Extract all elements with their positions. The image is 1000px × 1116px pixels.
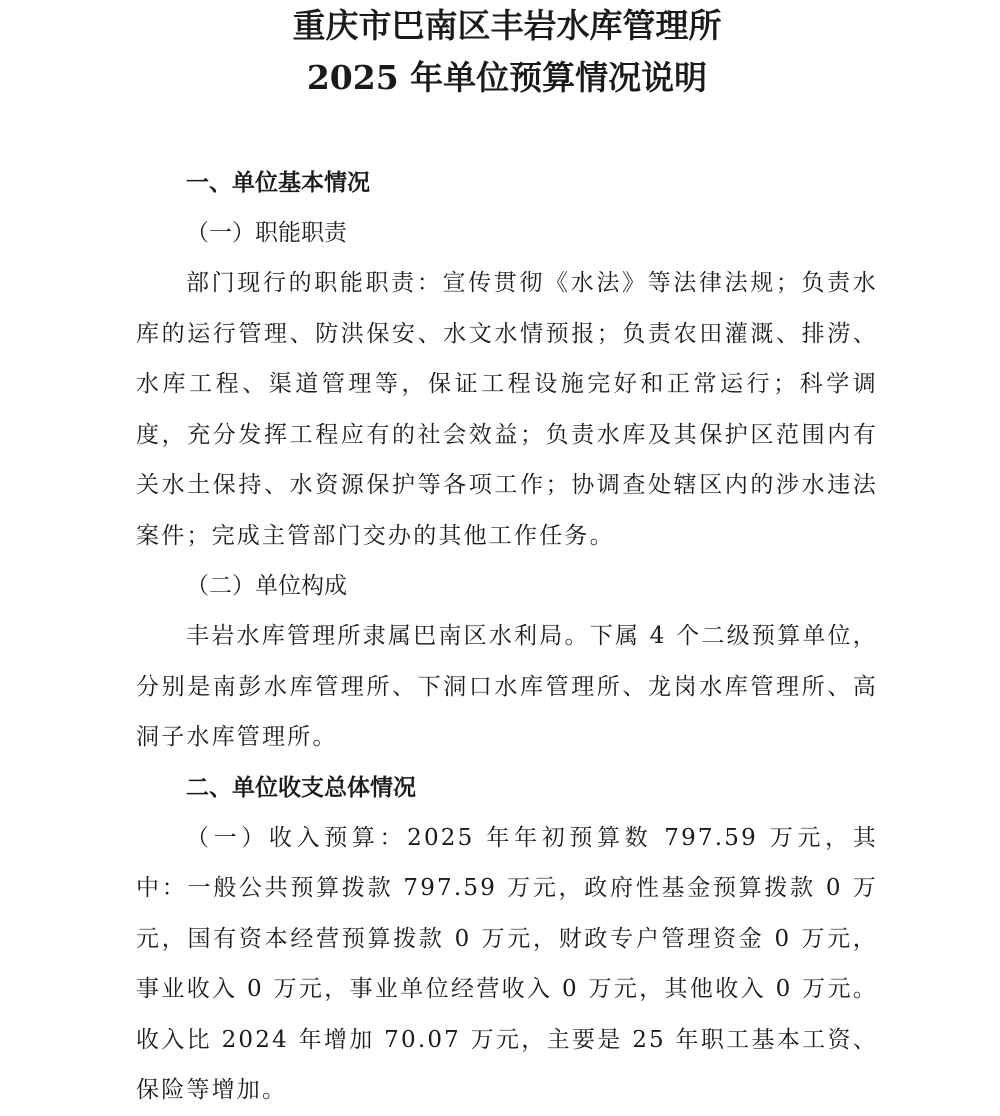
- title-line-2: 2025 年单位预算情况说明: [306, 58, 708, 97]
- title-line-1: 重庆市巴南区丰岩水库管理所: [292, 6, 722, 45]
- section-1-1-heading: （一）职能职责: [186, 220, 347, 246]
- title-spacer: [136, 104, 878, 158]
- section-1-2-body: 丰岩水库管理所隶属巴南区水利局。下属 4 个二级预算单位，分别是南彭水库管理所、下洞口水库管理所、龙岗水库管理所、高洞子水库管理所。: [136, 623, 878, 750]
- section-2-heading: 二、单位收支总体情况: [186, 773, 416, 801]
- section-1-1-body: 部门现行的职能职责：宣传贯彻《水法》等法律法规；负责水库的运行管理、防洪保安、水文水情预报；负责农田灌溉、排涝、水库工程、渠道管理等，保证工程设施完好和正常运行；科学调度，充分发挥工程应有的社会效益；负责水库及其保护区范围内有关水土保持、水资源保护等各项工作；协调查处辖区内的涉水违法案件；完成主管部门交办的其他工作任务。: [136, 270, 878, 549]
- section-1-2-heading: （二）单位构成: [186, 573, 347, 599]
- section-2-1-body: （一）收入预算：2025 年年初预算数 797.59 万元，其中：一般公共预算拨款 797.59 万元，政府性基金预算拨款 0 万元，国有资本经营预算拨款 0 万元，财政专户管理资金 0 万元，事业收入 0 万元，事业单位经营收入 0 万元，其他收入 0 万元。收入比 2024 年增加 70.07 万元，主要是 25 年职工基本工资、保险等增加。: [136, 824, 878, 1103]
- document-title: [136, 0, 878, 104]
- document-page: [136, 0, 878, 1116]
- section-1-heading: 一、单位基本情况: [186, 169, 370, 196]
